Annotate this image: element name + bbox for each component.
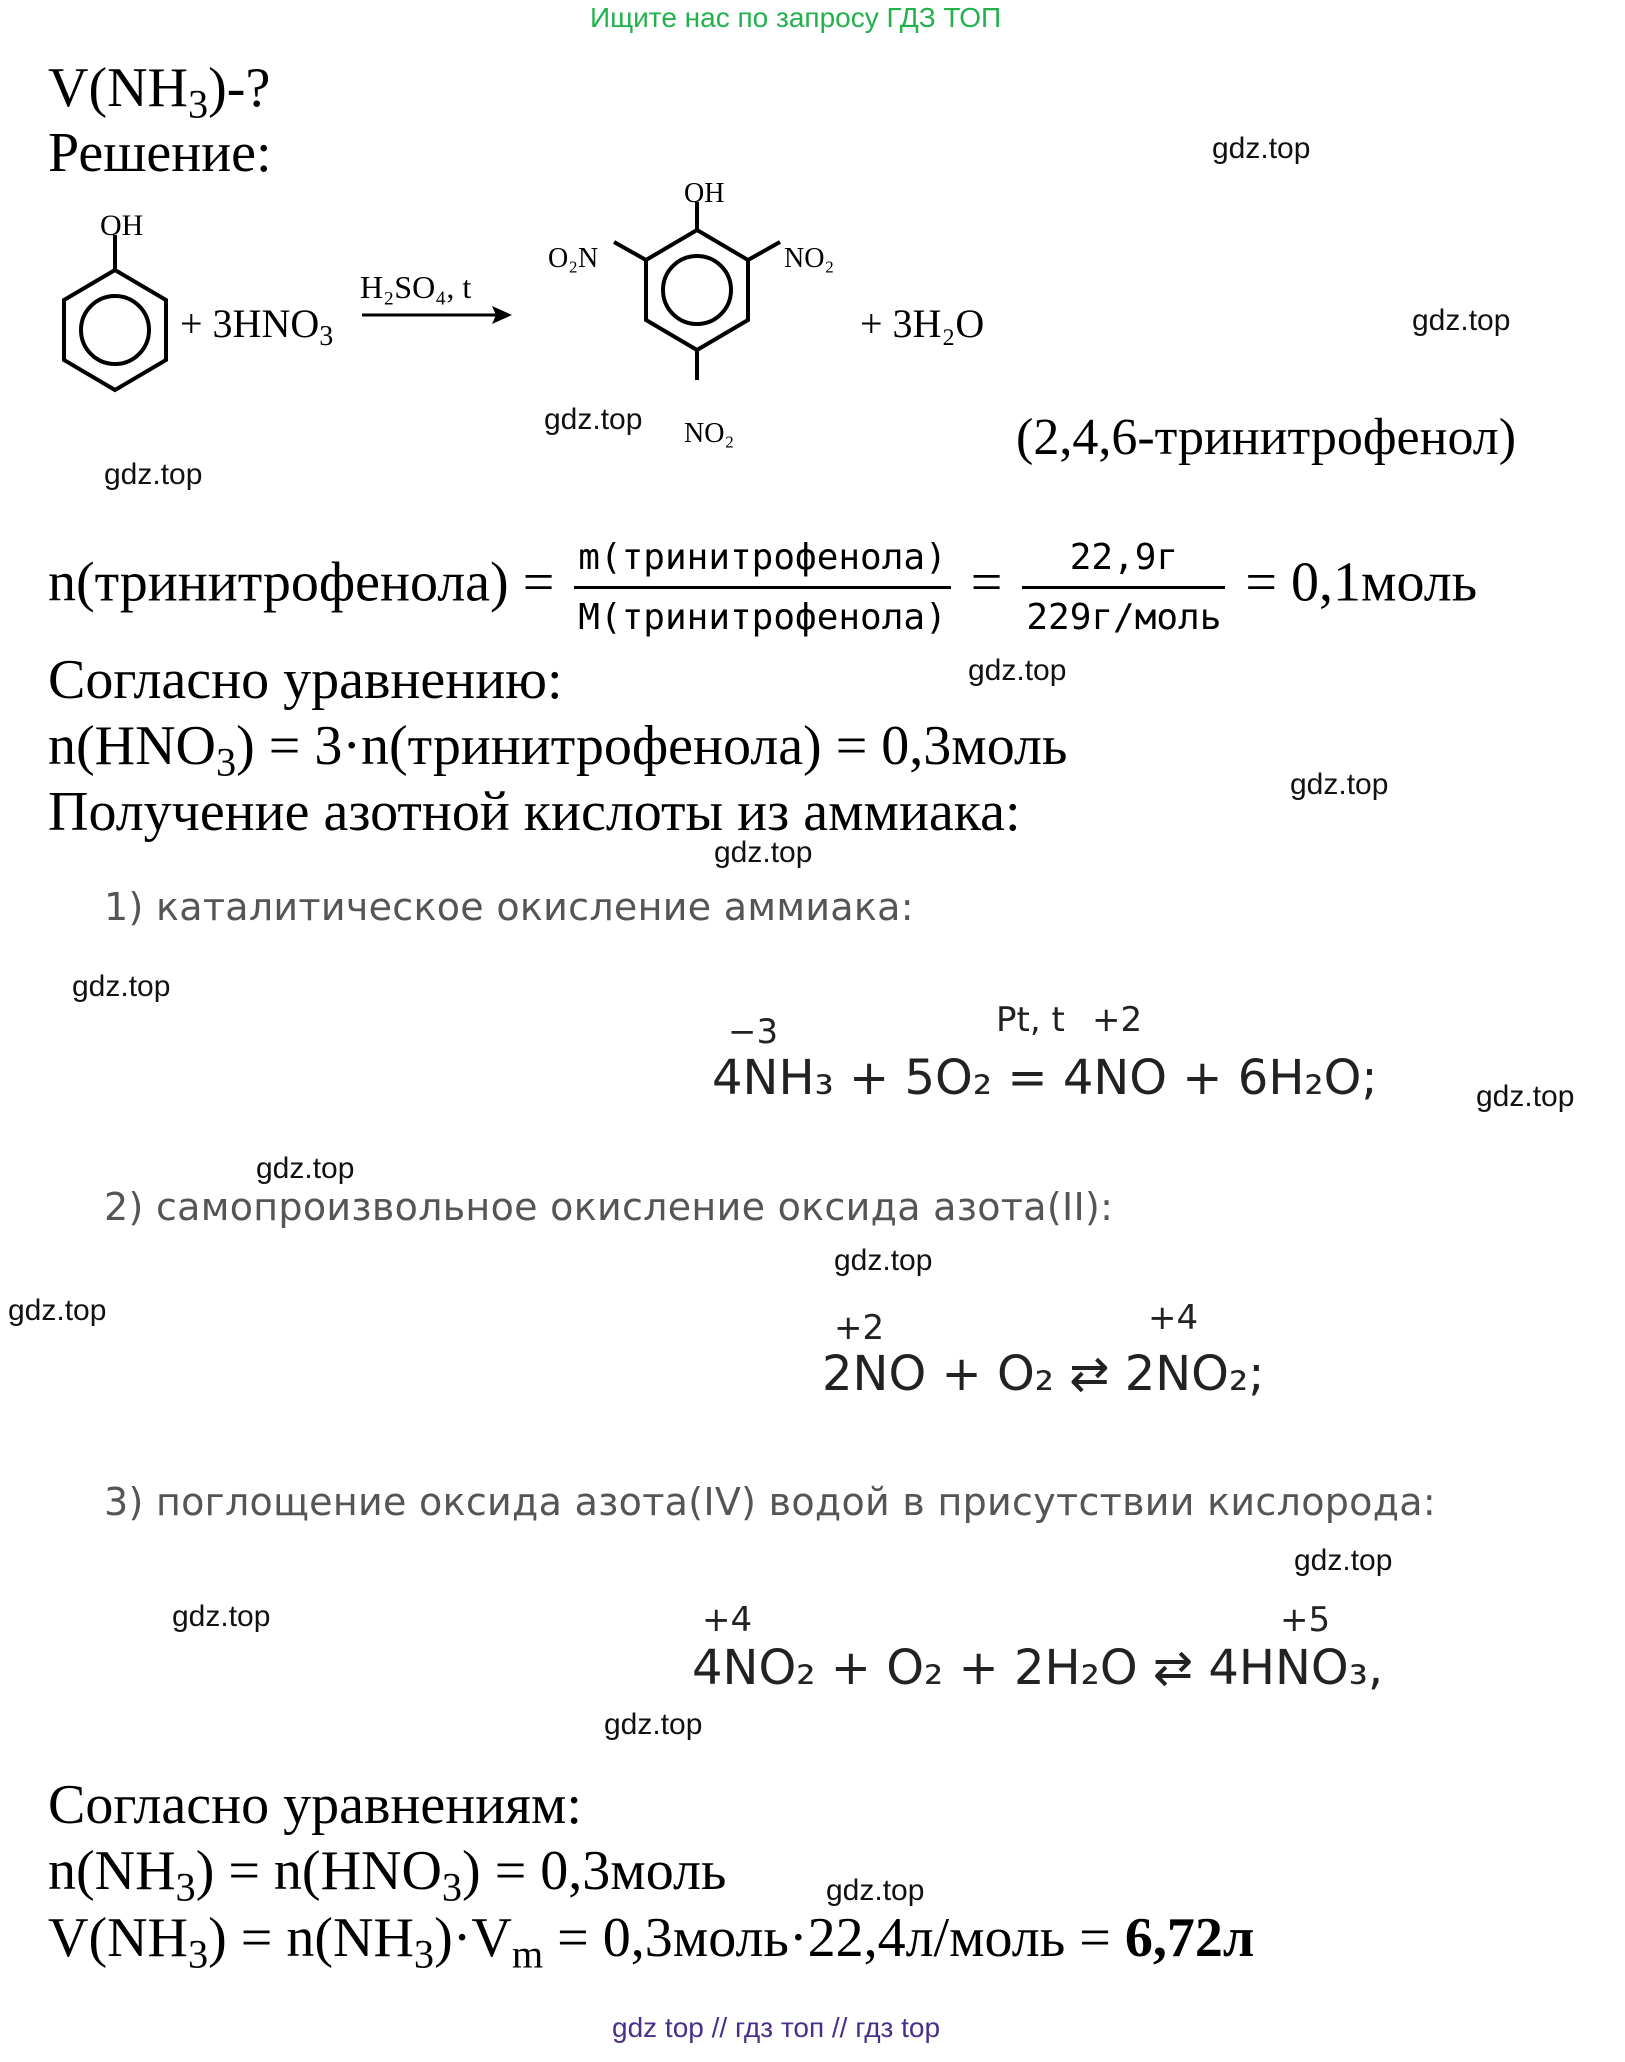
- step-1-ox-left: −3: [728, 1012, 779, 1052]
- step-1-equation: 4NH₃ + 5O₂ = 4NO + 6H₂O;: [712, 1050, 1378, 1106]
- production-heading: Получение азотной кислоты из аммиака:: [48, 781, 1021, 843]
- solution-label: Решение:: [48, 122, 272, 184]
- step-2-ox-right: +4: [1148, 1298, 1199, 1338]
- watermark: gdz.top: [1294, 1544, 1393, 1577]
- step-1-title: 1) каталитическое окисление аммиака:: [104, 885, 914, 929]
- step-3-equation: 4NO₂ + O₂ + 2H₂O ⇄ 4HNO₃,: [692, 1640, 1384, 1696]
- step-2-ox-left: +2: [834, 1308, 885, 1348]
- watermark: gdz.top: [1212, 132, 1311, 165]
- step-1-ox-right: +2: [1092, 1000, 1143, 1040]
- watermark: gdz.top: [544, 403, 643, 436]
- reaction-arrow: [362, 306, 512, 324]
- no2-bottom-label: NO₂: [684, 418, 735, 449]
- nh3-moles-line: $n(NH_3) = n(HNO_3)$ = 0,3моль: [48, 1840, 727, 1910]
- molar-ratio-fraction: $\frac{\text{m(тринитрофенола)}}{\text{M(тринитрофенола)}}$: [574, 535, 950, 640]
- watermark: gdz.top: [968, 654, 1067, 687]
- water-product: + 3H₂O: [860, 301, 985, 346]
- step-3-ox-right: +5: [1280, 1600, 1331, 1640]
- watermark: gdz.top: [1476, 1080, 1575, 1113]
- watermark: gdz.top: [1412, 304, 1511, 337]
- reagent-hno3: + $3HNO_3$: [180, 301, 334, 352]
- according-equations: Согласно уравнениям:: [48, 1774, 582, 1836]
- numeric-fraction: $\frac{22,9г}{\text{229г/моль}}$: [1022, 535, 1225, 640]
- watermark: gdz.top: [834, 1244, 933, 1277]
- no2-left-label: O₂N: [548, 243, 599, 274]
- step-2-equation: 2NO + O₂ ⇄ 2NO₂;: [822, 1346, 1265, 1402]
- product-oh-label: OH: [684, 180, 725, 209]
- step-3-ox-left: +4: [702, 1600, 753, 1640]
- watermark: gdz.top: [604, 1708, 703, 1741]
- watermark: gdz.top: [172, 1600, 271, 1633]
- moles-calculation: n(тринитрофенола) = $\frac{\text{m(тринитрофенола)}}{\text{M(тринитрофенола)}}$ = $\frac{22,9г}{\text{229г/моль}}$ = 0,1моль: [48, 537, 1478, 638]
- watermark: gdz.top: [256, 1152, 355, 1185]
- final-answer: 6,72л: [1124, 1907, 1255, 1969]
- phenol-structure: [64, 235, 166, 390]
- given-line: $V(NH_3)-$?: [48, 57, 271, 127]
- no2-right-label: NO₂: [784, 243, 835, 274]
- product-name: (2,4,6-тринитрофенол): [1016, 409, 1517, 466]
- watermark: gdz.top: [104, 458, 203, 491]
- arrow-condition: H₂SO₄, t: [360, 269, 472, 305]
- step-3-title: 3) поглощение оксида азота(IV) водой в присутствии кислорода:: [104, 1480, 1436, 1524]
- footer-links[interactable]: gdz top // гдз топ // гдз top: [612, 2012, 941, 2043]
- picric-acid-structure: [614, 202, 780, 380]
- top-banner[interactable]: Ищите нас по запросу ГДЗ ТОП: [590, 2, 1002, 33]
- volume-line: $V(NH_3) = n(NH_3)\cdot V_m$ = 0,3моль·22,4л/моль = 6,72л: [48, 1907, 1255, 1977]
- watermark: gdz.top: [714, 836, 813, 869]
- watermark: gdz.top: [1290, 768, 1389, 801]
- hno3-moles-line: $n(HNO_3)$ = 3·n(тринитрофенола) = 0,3моль: [48, 715, 1068, 785]
- step-1-catalyst: Pt, t: [996, 1000, 1065, 1040]
- phenol-oh-label: OH: [100, 209, 144, 242]
- watermark: gdz.top: [72, 970, 171, 1003]
- step-2-title: 2) самопроизвольное окисление оксида азота(II):: [104, 1185, 1114, 1229]
- according-equation: Согласно уравнению:: [48, 649, 563, 711]
- watermark: gdz.top: [8, 1294, 107, 1327]
- watermark: gdz.top: [826, 1874, 925, 1907]
